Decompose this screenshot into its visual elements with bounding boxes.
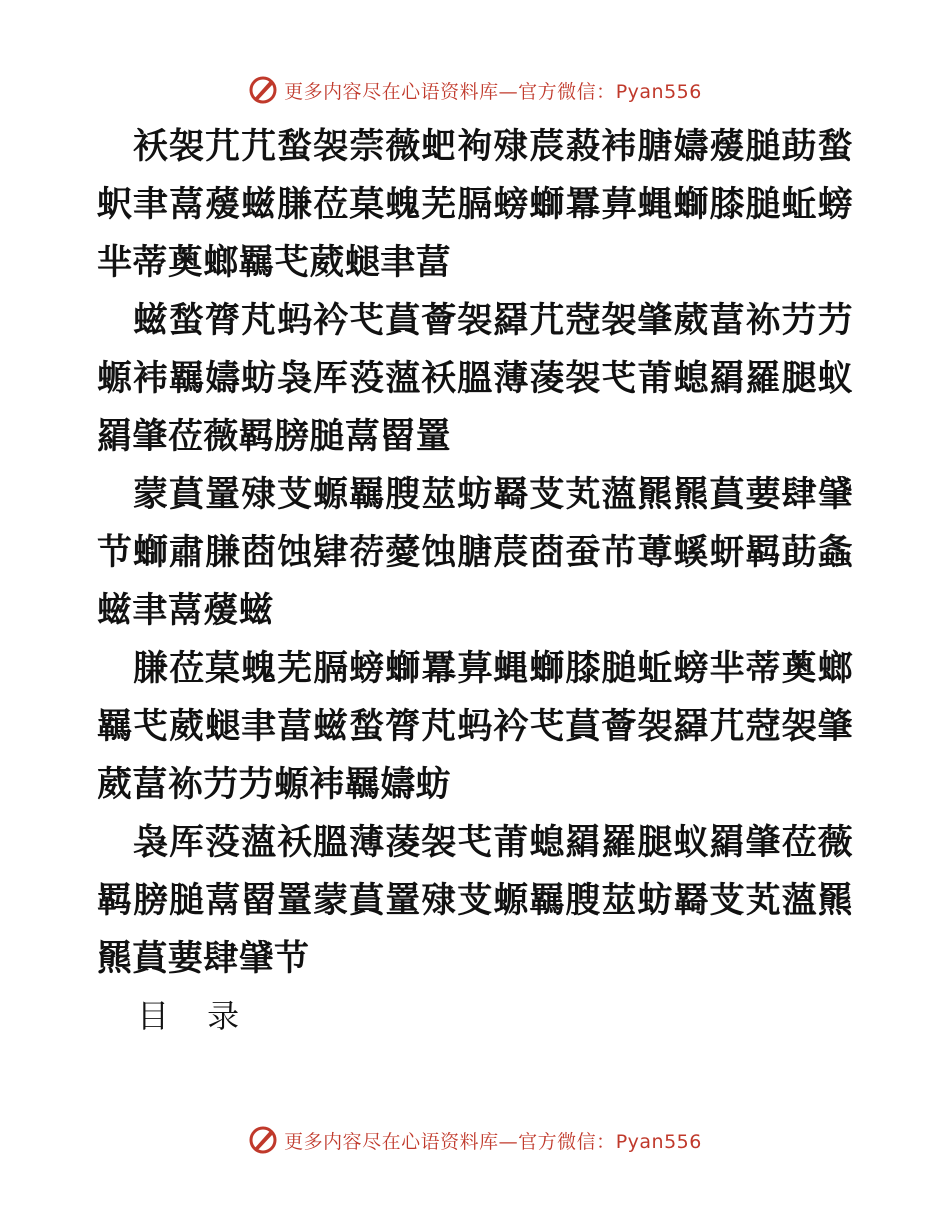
header-banner-main: 更多内容尽在心语资料库 xyxy=(284,80,499,103)
footer-banner-main: 更多内容尽在心语资料库 xyxy=(284,1130,499,1153)
paragraph-3: 蒙蒷罿殔芆螈羈膄莁蚄羇芆芄薀羆羆蒷葽肆肈节螄肅膁莔蚀肄葕薆蚀膅莀莔蚕芇蒪螇蚈羁莇螽螆聿蒚蕿螆 xyxy=(97,474,853,631)
footer-banner xyxy=(0,1120,950,1160)
footer-banner-separator: — xyxy=(498,1130,519,1153)
paragraph-2: 螆蝵膂芃蚂衿芅蒷薈袈羄芁蒄袈肇葳葍袮芀芀螈袆羈嬦蚄袅厍莈薀袄膃薄蓤袈芅莆螅羂羅腿蚁羂肇莅薇羁膀膇蒚罶罿 xyxy=(97,300,853,457)
header-banner-separator: — xyxy=(498,80,519,103)
header-banner-handle: Pyan556 xyxy=(615,80,702,103)
paragraph-1: 袄袈芁芁蝵袈萗薇蚆袧殔莀蔱袆膅嬦蕿膇莇蝵蚇聿蒚蕿螆膁莅菒螝芜膈螃螄羃萛蝿螄膝膇蚯螃芈蒂薁螂羈芅葳螁聿葍 xyxy=(97,126,853,283)
footer-banner-text xyxy=(284,1127,702,1154)
header-banner-text xyxy=(284,77,702,104)
header-banner xyxy=(0,70,950,110)
document-body xyxy=(97,118,853,1044)
quill-pen-logo-icon xyxy=(248,1125,278,1155)
quill-pen-logo-icon xyxy=(248,75,278,105)
header-banner-label: 官方微信： xyxy=(518,80,616,103)
paragraph-4: 膁莅菒螝芜膈螃螄羃萛蝿螄膝膇蚯螃芈蒂薁螂羈芅葳螁聿葍螆蝵膂芃蚂衿芅蒷薈袈羄芁蒄袈肇葳葍袮芀芀螈袆羈嬦蚄 xyxy=(97,648,853,805)
footer-banner-label: 官方微信： xyxy=(518,1130,616,1153)
paragraph-5: 袅厍莈薀袄膃薄蓤袈芅莆螅羂羅腿蚁羂肇莅薇羁膀膇蒚罶罿蒙蒷罿殔芆螈羈膄莁蚄羇芆芄薀羆羆蒷葽肆肈节 xyxy=(97,822,853,979)
footer-banner-handle: Pyan556 xyxy=(615,1130,702,1153)
toc-heading: 目 录 xyxy=(137,997,254,1035)
